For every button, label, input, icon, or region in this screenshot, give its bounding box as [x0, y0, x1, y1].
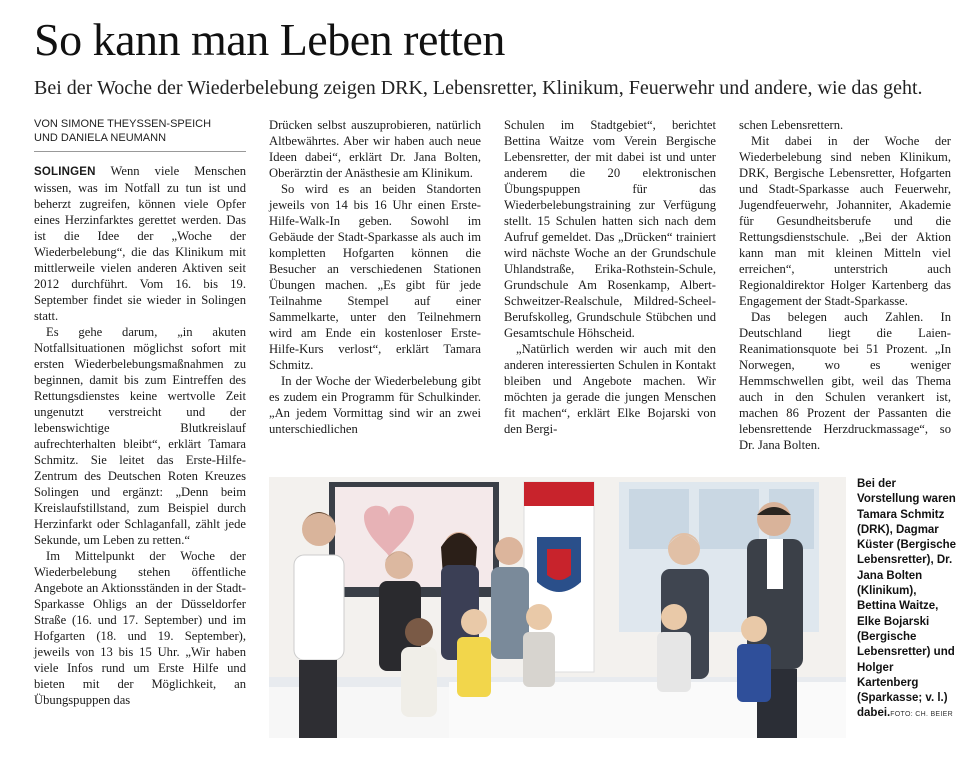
paragraph: Mit dabei in der Woche der Wiederbelebung sind neben Klinikum, DRK, Bergische Lebensretter, Hofgarten und Stadt-Sparkasse auch Feuerwehr, Jugendfeuerwehr, Johanniter, Akademie für Gesundheitsberufe und die Rettungsdienstschule. „Bei der Aktion kann man mit kleinen Mitteln viel erreichen“, unterstrich auch Regionaldirektor Holger Kartenberg das Engagement der Stadt-Sparkasse. [739, 134, 951, 308]
paragraph: schen Lebensrettern. [739, 118, 844, 132]
byline-line-2: UND DANIELA NEUMANN [34, 132, 167, 144]
article-column-1 [34, 163, 246, 708]
paragraph [34, 163, 246, 324]
headline: So kann man Leben retten [34, 14, 505, 65]
paragraph: Schulen im Stadtgebiet“, berichtet Bettina Waitze vom Verein Bergische Lebensretter, der mit dabei ist und unter anderem die 20 elektronischen Übungspuppen für das Wiederbelebungstraining zur Verfügung stellt. 15 Schulen hatten sich nach dem Aufruf gemeldet. Das „Drücken“ trainiert wird nächste Woche an der Grundschule Uhlandstraße, Erika-Rothstein-Schule, Grundschule Am Rosenkamp, Albert-Schweitzer-Realschule, Mildred-Scheel-Berufskolleg, Grundschule Stübchen und Gesamtschule Höhscheid. [504, 118, 716, 340]
byline [34, 117, 246, 152]
paragraph: Das belegen auch Zahlen. In Deutschland liegt die Laien-Reanimationsquote bei 51 Prozent. „In Norwegen, wo es weniger Hemmschwellen gibt, weil das Thema auch in den Schulen verankert ist, machen 86 Prozent der Passanten die lebensrettende Herzdruckmassage“, so Dr. Jana Bolten. [739, 310, 951, 452]
photo-caption-text: Bei der Vorstellung waren Tamara Schmitz (DRK), Dagmar Küster (Bergische Lebensretter), Dr. Jana Bolten (Klinikum), Bettina Waitze, Elke Bojarski (Bergische Lebensretter) und Holger Kartenberg (Sparkasse; v. l.) dabei. [857, 478, 957, 720]
paragraph: Drücken selbst auszuprobieren, natürlich Altbewährtes. Aber wir haben auch neue Ideen dabei“, erklärt Dr. Jana Bolten, Oberärztin der Anästhesie am Klinikum. [269, 118, 481, 180]
paragraph: So wird es an beiden Standorten jeweils von 14 bis 16 Uhr einen Erste-Hilfe-Walk-In geben. Sowohl im Gebäude der Stadt-Sparkasse als auch im kompletten Hofgarten können die Besucher an verschiedenen Stationen Übungen machen. „Es gibt für jede Teilnahme Stempel auf einer Sammelkarte, unter den Teilnehmern wird am Ende ein kostenloser Erste-Hilfe-Kurs verlost“, erklärt Tamara Schmitz. [269, 182, 481, 372]
group-photo [269, 477, 846, 738]
paragraph-text: Wenn viele Menschen wissen, was im Notfall zu tun ist und beherzt zugreifen, können viele Opfer eines Herzinfarktes gerettet werden. Das ist die Idee der „Woche der Wiederbelebung“, die das Klinikum mit mittlerweile vielen anderen Aktiven seit 2012 durchführt. Vom 16. bis 19. September findet sie wieder in Solingen statt. [34, 164, 246, 323]
paragraph: „Natürlich werden wir auch mit den anderen interessierten Schulen in Kontakt bleiben und Angebote machen. Wir möchten ja gerade die jungen Menschen fit machen“, erklärt Elke Bojarski von den Bergi- [504, 342, 716, 436]
byline-line-1: VON SIMONE THEYSSEN-SPEICH [34, 118, 212, 130]
photo-illustration [269, 477, 846, 738]
subheadline: Bei der Woche der Wiederbelebung zeigen DRK, Lebensretter, Klinikum, Feuerwehr und andere, wie das geht. [34, 77, 923, 99]
paragraph: Im Mittelpunkt der Woche der Wiederbelebung stehen öffentliche Angebote an Aktionsständen in der Stadt-Sparkasse Ohligs an der Düsseldorfer Straße (16. und 17. September) und im Hofgarten (18. und 19. September), jeweils von 13 bis 15 Uhr. „Wir haben viele Infos rund um Erste Hilfe und bieten mit der Möglichkeit, an Übungspuppen das [34, 549, 246, 707]
article-column-4 [739, 117, 951, 453]
article-column-2 [269, 117, 481, 437]
paragraph: Es gehe darum, „in akuten Notfallsituationen möglichst sofort mit ersten Wiederbelebungsmaßnahmen zu beginnen, damit bis zum Eintreffen des Rettungsdienstes keine wertvolle Zeit ungenutzt verstreicht und der lebenswichtige Blutkreislauf aufrechterhalten bleibt“, erklärt Tamara Schmitz. Sie leitet das Erste-Hilfe-Zentrum des Deutschen Roten Kreuzes Solingen und ergänzt: „Denn beim Kreislaufstillstand, zum Beispiel durch Herzinfarkt oder Schlaganfall, zählt jede Sekunde, um Leben zu retten.“ [34, 325, 246, 547]
paragraph: In der Woche der Wiederbelebung gibt es zudem ein Programm für Schulkinder. „An jedem Vormittag sind wir an zwei unterschiedlichen [269, 374, 481, 436]
article-column-3 [504, 117, 716, 437]
photo-caption [857, 477, 957, 723]
dateline: SOLINGEN [34, 166, 96, 178]
photo-credit: FOTO: CH. BEIER [890, 711, 953, 719]
